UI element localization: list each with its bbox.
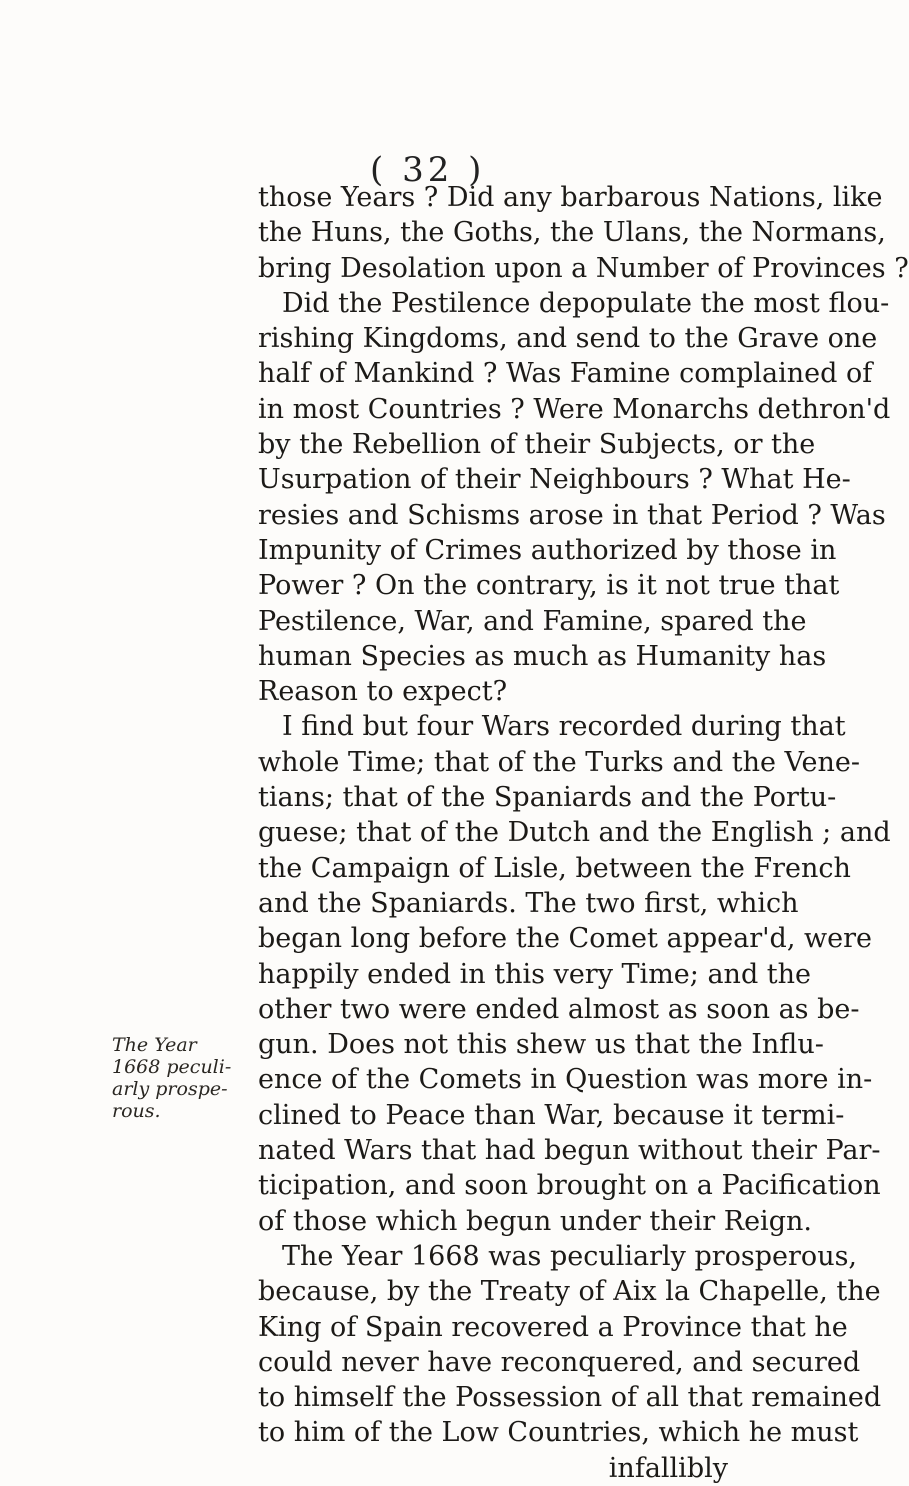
text-line: tians; that of the Spaniards and the Portu- <box>258 782 837 814</box>
margin-note <box>112 1034 252 1122</box>
text-line: by the Rebellion of their Subjects, or the <box>258 429 816 461</box>
text-line: bring Desolation upon a Number of Provinces ? <box>258 252 909 284</box>
text-line: King of Spain recovered a Province that he <box>258 1311 848 1343</box>
text-line: Did the Pestilence depopulate the most flou- <box>282 287 890 319</box>
text-line: the Huns, the Goths, the Ulans, the Normans, <box>258 217 886 249</box>
text-line: in most Countries ? Were Monarchs dethron'd <box>258 393 891 425</box>
text-line: Usurpation of their Neighbours ? What He- <box>258 464 851 496</box>
page-number: ( 32 ) <box>370 150 486 190</box>
text-line: human Species as much as Humanity has <box>258 640 827 672</box>
text-line: could never have reconquered, and secured <box>258 1346 861 1378</box>
text-line: began long before the Comet appear'd, were <box>258 923 872 955</box>
margin-note-line: arly prospe- <box>112 1078 228 1100</box>
text-line: because, by the Treaty of Aix la Chapelle, the <box>258 1276 881 1308</box>
body-text <box>258 180 909 1486</box>
text-line: whole Time; that of the Turks and the Vene- <box>258 746 861 778</box>
text-line: rishing Kingdoms, and send to the Grave one <box>258 323 878 355</box>
margin-note-line: 1668 peculi- <box>112 1056 232 1078</box>
catchword: infallibly <box>608 1452 728 1484</box>
text-line: ence of the Comets in Question was more in- <box>258 1064 873 1096</box>
text-line: and the Spaniards. The two first, which <box>258 887 799 919</box>
text-line: to him of the Low Countries, which he must <box>258 1417 859 1449</box>
text-line: the Campaign of Lisle, between the French <box>258 852 851 884</box>
text-line: of those which begun under their Reign. <box>258 1205 812 1237</box>
text-line: happily ended in this very Time; and the <box>258 958 812 990</box>
margin-note-line: rous. <box>112 1100 161 1122</box>
text-line: Power ? On the contrary, is it not true that <box>258 570 840 602</box>
margin-note-line: The Year <box>112 1034 197 1056</box>
text-line: ticipation, and soon brought on a Pacification <box>258 1170 881 1202</box>
text-line: guese; that of the Dutch and the English ; and <box>258 817 891 849</box>
text-line: Reason to expect? <box>258 676 508 708</box>
text-line: Impunity of Crimes authorized by those in <box>258 534 837 566</box>
text-line: Pestilence, War, and Famine, spared the <box>258 605 807 637</box>
text-line: those Years ? Did any barbarous Nations, like <box>258 182 883 213</box>
text-line: resies and Schisms arose in that Period ? Was <box>258 499 886 531</box>
text-line: other two were ended almost as soon as be- <box>258 993 860 1025</box>
text-line: gun. Does not this shew us that the Influ- <box>258 1029 824 1061</box>
text-line: The Year 1668 was peculiarly prosperous, <box>282 1240 858 1272</box>
text-line: clined to Peace than War, because it termi- <box>258 1099 845 1131</box>
text-line: I find but four Wars recorded during that <box>282 711 846 743</box>
text-line: nated Wars that had begun without their Par- <box>258 1135 881 1167</box>
text-line: half of Mankind ? Was Famine complained of <box>258 358 873 390</box>
text-line: to himself the Possession of all that remained <box>258 1382 882 1414</box>
